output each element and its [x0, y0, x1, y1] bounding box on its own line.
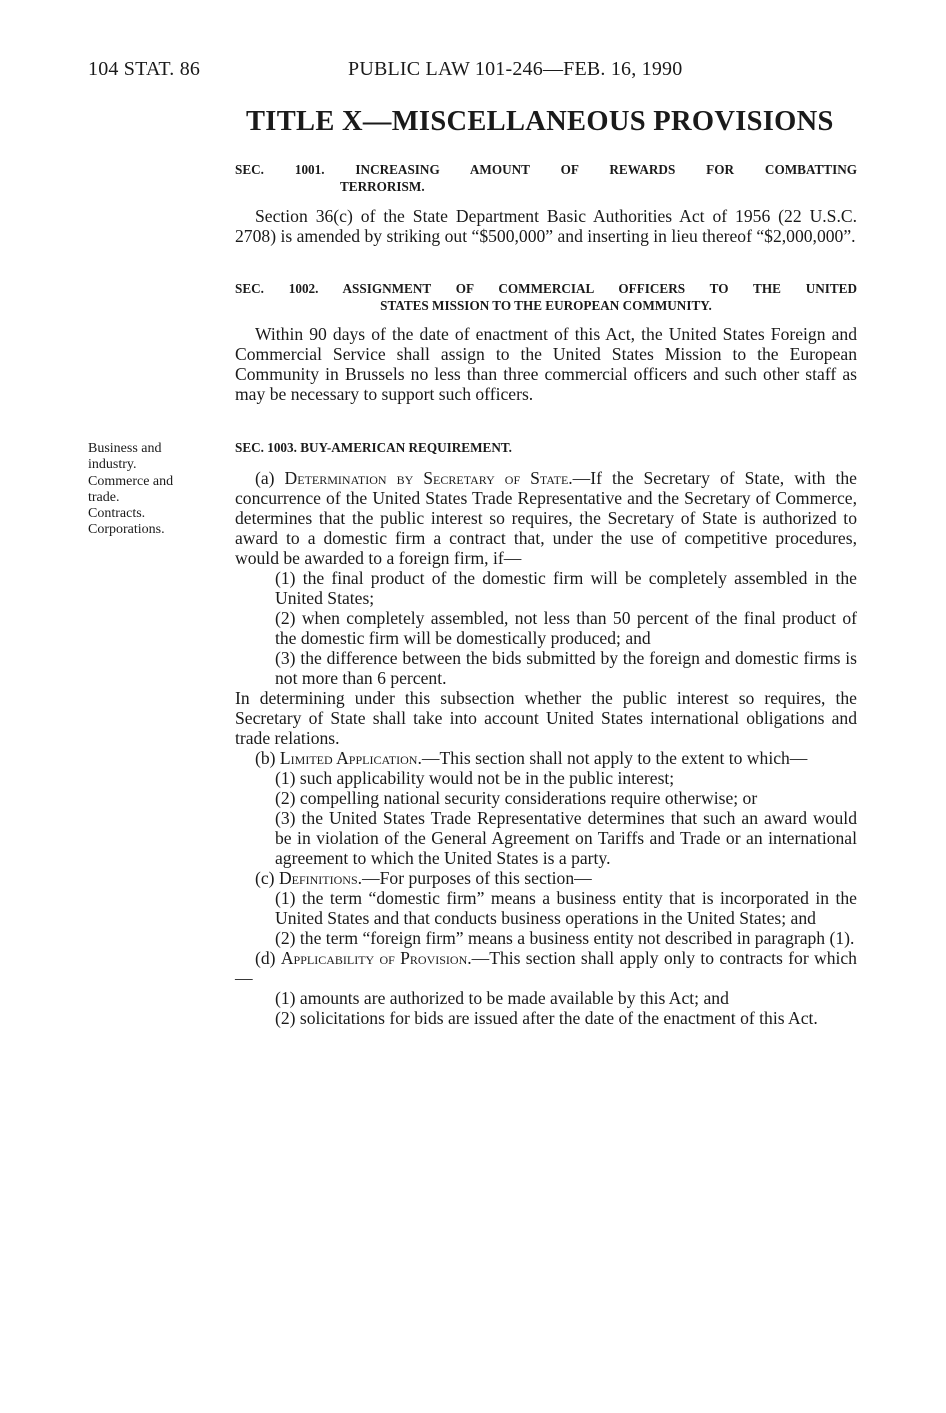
page-stat-reference: 104 STAT. 86 [88, 58, 201, 80]
subsection-d-body: .—This section shall apply only to contracts for which— [235, 947, 857, 988]
paragraph-c1: (1) the term “domestic firm” means a business entity that is incorporated in the United States and that conducts business operations in the United States; and [275, 887, 857, 928]
subsection-a-tail: In determining under this subsection whether the public interest so requires, the Secretary of State shall take into account United States international obligations and trade relations. [235, 687, 857, 748]
subsection-b [235, 748, 857, 768]
subsection-a-label: (a) [255, 467, 285, 488]
subsection-d [235, 948, 857, 988]
section-1002-heading-line2: STATES MISSION TO THE EUROPEAN COMMUNITY. [380, 297, 712, 313]
subsection-a-body: .—If the Secretary of State, with the concurrence of the United States Trade Representative and the Secretary of Commerce, determines that the public interest so requires, the Secretary of State is authorized to award to a domestic firm a contract that, under the use of competitive procedures, would be awarded to a foreign firm, if— [235, 467, 857, 568]
paragraph-a2-text: (2) when completely assembled, not less than 50 percent of the final product of the domestic firm will be domestically produced; and [275, 607, 857, 648]
subsection-b-body: .—This section shall not apply to the extent to which— [417, 747, 808, 768]
subsection-d-label: (d) [255, 947, 281, 968]
margin-note-line: Corporations. [88, 522, 165, 538]
subsection-b-label: (b) [255, 747, 280, 768]
margin-note-line: Contracts. [88, 506, 146, 522]
section-1002-body: Within 90 days of the date of enactment of this Act, the United States Foreign and Commercial Service shall assign to the United States Mission to the European Community in Brussels no less than three commercial officers and such other staff as may be necessary to support such officers. [235, 324, 857, 404]
section-1002-heading [235, 281, 857, 314]
paragraph-a2 [235, 608, 857, 648]
paragraph-b1: (1) such applicability would not be in the public interest; [275, 767, 675, 788]
section-1003-heading [235, 440, 857, 457]
margin-note-line: Business and [88, 441, 162, 456]
subsection-c [235, 868, 857, 888]
margin-note [88, 441, 228, 539]
subsection-c-label: (c) [255, 867, 279, 888]
subsection-b-heading: Limited Application [279, 747, 418, 768]
paragraph-a1-text: (1) the final product of the domestic firm will be completely assembled in the United States; [275, 567, 857, 608]
paragraph-d1: (1) amounts are authorized to be made available by this Act; and [275, 987, 729, 1008]
paragraph-b3: (3) the United States Trade Representative determines that such an award would be in violation of the General Agreement on Tariffs and Trade or an international agreement to which the United States is a party. [275, 807, 857, 868]
paragraph-a3 [235, 648, 857, 688]
paragraph-a3-text: (3) the difference between the bids submitted by the foreign and domestic firms is not more than 6 percent. [275, 647, 857, 688]
section-1002 [235, 281, 857, 404]
section-1003-heading-text: SEC. 1003. BUY-AMERICAN REQUIREMENT. [235, 440, 512, 455]
paragraph-b2: (2) compelling national security considerations require otherwise; or [275, 787, 758, 808]
subsection-c-body: .—For purposes of this section— [357, 867, 592, 888]
section-1002-heading-line1: SEC. 1002. ASSIGNMENT OF COMMERCIAL OFFICERS TO THE UNITED [235, 281, 857, 296]
subsection-c-heading: Definitions [278, 867, 358, 888]
paragraph-c2: (2) the term “foreign firm” means a business entity not described in paragraph (1). [275, 927, 855, 948]
section-1001-heading [235, 162, 857, 195]
public-law-header: PUBLIC LAW 101-246—FEB. 16, 1990 [348, 58, 683, 80]
section-1001-body: Section 36(c) of the State Department Basic Authorities Act of 1956 (22 U.S.C. 2708) is amended by striking out “$500,000” and inserting in lieu thereof “$2,000,000”. [235, 206, 857, 246]
paragraph-d2: (2) solicitations for bids are issued after the date of the enactment of this Act. [275, 1007, 818, 1028]
margin-note-line: Commerce and [88, 473, 174, 489]
section-1001 [235, 162, 857, 246]
section-1001-heading-line2: TERRORISM. [340, 178, 425, 194]
section-1001-heading-line1: SEC. 1001. INCREASING AMOUNT OF REWARDS FOR COMBATTING [235, 162, 857, 177]
subsection-a [235, 468, 857, 568]
section-1003 [235, 440, 857, 1028]
margin-note-line: industry. [88, 457, 137, 473]
margin-note-line: trade. [88, 489, 120, 505]
paragraph-a1 [235, 568, 857, 608]
title-heading: TITLE X—MISCELLANEOUS PROVISIONS [246, 106, 834, 137]
subsection-a-heading: Determination by Secretary of State [284, 467, 569, 488]
subsection-d-heading: Applicability of Provision [280, 947, 468, 968]
